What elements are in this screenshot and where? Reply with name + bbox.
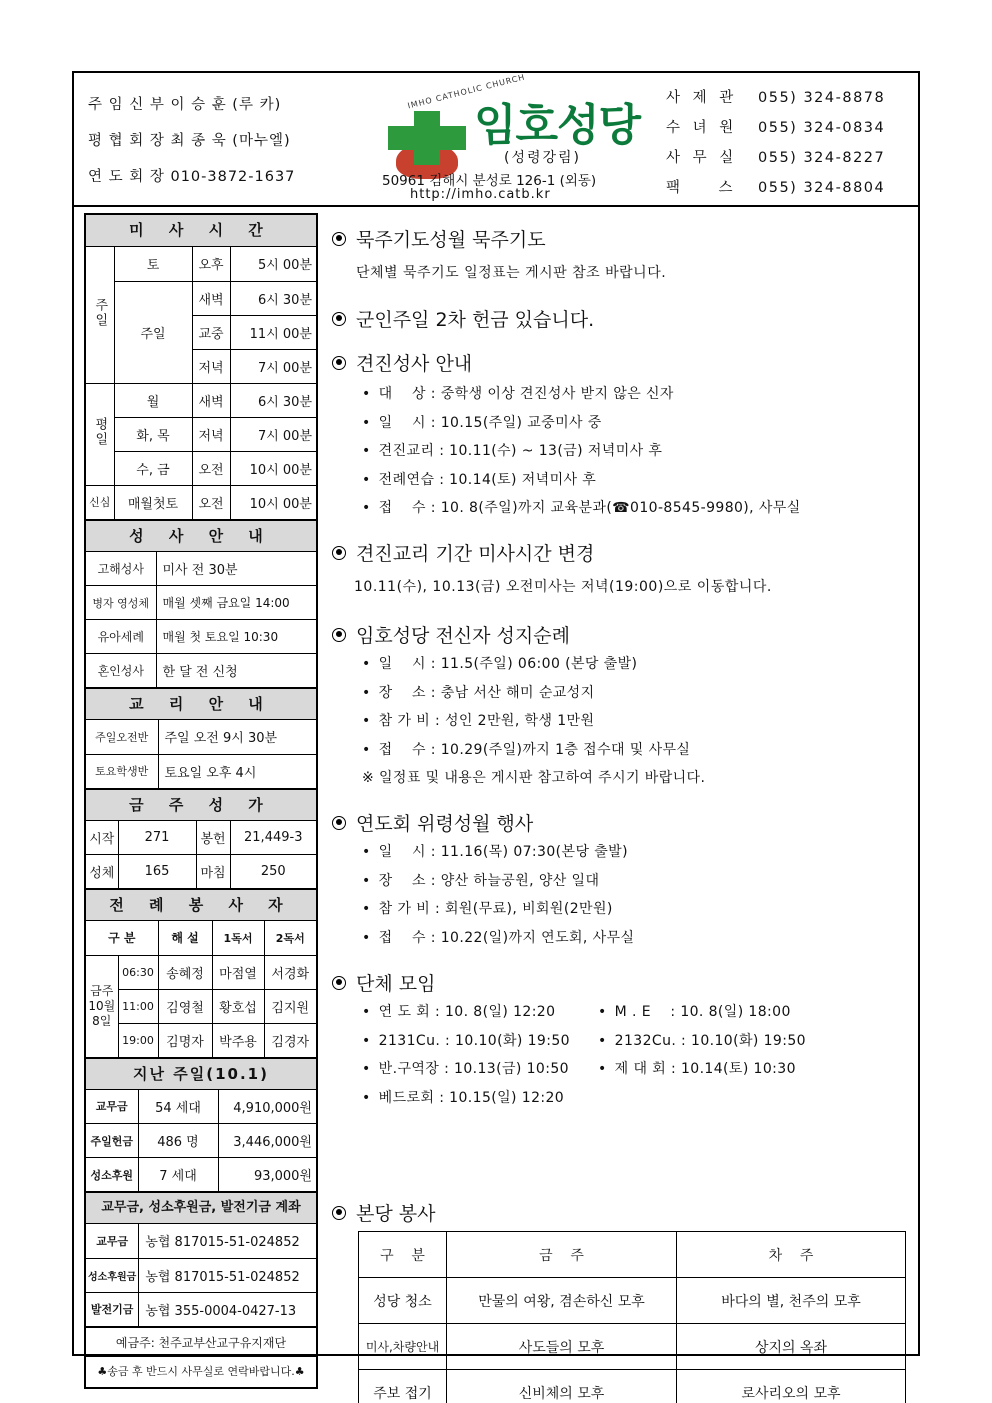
contact-key: 사 제 관 <box>666 90 738 106</box>
table-row <box>86 1292 316 1326</box>
time-cell: 5시 00분 <box>230 247 316 281</box>
cross-bar <box>388 126 466 150</box>
service-type: 주보 접기 <box>359 1370 447 1403</box>
list-item: • 대 상 : 중학생 이상 견진성사 받지 않은 신자 <box>330 380 916 409</box>
mass-time: 06:30 <box>118 955 158 989</box>
table-row <box>86 989 316 1023</box>
table-row <box>86 247 316 281</box>
account-number: 농협 817015-51-024852 <box>139 1224 316 1258</box>
bullet-circle-icon <box>332 546 346 560</box>
group-label: 주일 <box>92 297 108 328</box>
sacrament-info: 미사 전 30분 <box>156 552 316 586</box>
slot-cell: 저녁 <box>192 349 230 383</box>
header <box>74 73 918 207</box>
hymn-number: 165 <box>118 855 196 889</box>
time-cell: 7시 00분 <box>230 349 316 383</box>
col-header: 차 주 <box>677 1232 906 1278</box>
contact-row <box>666 145 916 175</box>
contact-key: 팩 스 <box>666 180 737 196</box>
time-cell: 10시 00분 <box>230 451 316 485</box>
this-week: 신비체의 모후 <box>447 1370 677 1403</box>
slot-cell: 새벽 <box>192 281 230 315</box>
offering-type: 성소후원 <box>86 1158 138 1192</box>
doctrine-title: 교 리 안 내 <box>86 688 316 720</box>
mass-times-title: 미 사 시 간 <box>86 215 316 247</box>
parish-service-table <box>358 1231 906 1403</box>
list-item: • 참 가 비 : 회원(무료), 비회원(2만원) <box>330 895 916 924</box>
sacrament-title: 성 사 안 내 <box>86 520 316 552</box>
last-sunday-table <box>86 1090 316 1193</box>
account-type: 교무금 <box>86 1224 139 1258</box>
list-item: • 참 가 비 : 성인 2만원, 학생 1만원 <box>330 707 916 736</box>
slot-cell: 오후 <box>192 247 230 281</box>
contact-value: 055) 324-8227 <box>758 150 886 166</box>
hymn-label: 성체 <box>86 855 118 889</box>
hymn-label: 시작 <box>86 821 118 855</box>
col-header: 금 주 <box>447 1232 677 1278</box>
table-row <box>86 1158 316 1192</box>
pastor-line: 주 임 신 부 이 승 훈 (루 카) <box>88 97 282 113</box>
table-row <box>86 485 316 519</box>
day-cell: 토 <box>114 247 192 281</box>
section-groups <box>330 969 916 1112</box>
table-row <box>86 451 316 485</box>
slot-cell: 저녁 <box>192 417 230 451</box>
list-item: • 장 소 : 충남 서산 해미 순교성지 <box>330 679 916 708</box>
list-item: • 제 대 회 : 10.14(토) 10:30 <box>598 1055 898 1084</box>
table-row <box>86 281 316 315</box>
section-title: 임호성당 전신자 성지순례 <box>356 625 570 647</box>
sacrament-name: 유아세례 <box>86 620 156 654</box>
col-header: 구 분 <box>359 1232 447 1278</box>
reader-2: 서경화 <box>264 955 316 989</box>
day-cell: 화, 목 <box>114 417 192 451</box>
church-url[interactable]: http://imho.catb.kr <box>410 187 551 202</box>
list-item: • 2131Cu. : 10.10(화) 19:50 <box>330 1027 598 1056</box>
section-title: 군인주일 2차 헌금 있습니다. <box>356 309 595 331</box>
section-confirmation <box>330 349 916 523</box>
sacrament-info: 매월 첫 토요일 10:30 <box>156 620 316 654</box>
section-title: 연도회 위령성월 행사 <box>356 813 534 835</box>
table-row <box>86 1224 316 1258</box>
time-cell: 10시 00분 <box>230 485 316 519</box>
sidebar <box>84 213 318 1389</box>
bullet-circle-icon <box>332 312 346 326</box>
remit-note: ♣송금 후 반드시 사무실로 연락바랍니다.♣ <box>97 1364 305 1378</box>
day-cell: 월 <box>114 383 192 417</box>
list-item: • 일 시 : 11.16(목) 07:30(본당 출발) <box>330 838 916 867</box>
mass-time: 11:00 <box>118 989 158 1023</box>
day-cell: 수, 금 <box>114 451 192 485</box>
hymn-label: 마침 <box>196 855 230 889</box>
table-row <box>86 383 316 417</box>
section-parish-service <box>330 1199 916 1226</box>
section-military-sunday <box>330 305 916 332</box>
table-row <box>359 1232 906 1278</box>
table-row <box>86 654 316 688</box>
table-row <box>359 1324 906 1370</box>
table-row <box>86 720 316 754</box>
list-item: • M . E : 10. 8(일) 18:00 <box>598 998 898 1027</box>
offering-amount: 4,910,000원 <box>218 1090 316 1124</box>
section-title: 단체 모임 <box>356 973 436 995</box>
account-title: 교무금, 성소후원금, 발전기금 계좌 <box>86 1192 316 1224</box>
liturgy-title: 전 례 봉 사 자 <box>86 889 316 921</box>
contact-row <box>666 115 916 145</box>
reader-1: 황호섭 <box>212 989 264 1023</box>
slot-cell: 오전 <box>192 451 230 485</box>
section-rosary <box>330 225 916 282</box>
col-header: 1독서 <box>212 921 264 955</box>
offering-count: 54 세대 <box>138 1090 218 1124</box>
col-header: 구 분 <box>86 921 158 955</box>
contact-list <box>666 85 916 205</box>
list-item: • 연 도 회 : 10. 8(일) 12:20 <box>330 998 598 1027</box>
logo-arc-text: IMHO CATHOLIC CHURCH <box>406 72 527 111</box>
day-cell: 주일 <box>114 281 192 383</box>
time-cell: 6시 30분 <box>230 281 316 315</box>
this-week: 사도들의 모후 <box>447 1324 677 1370</box>
weekday-group <box>86 383 114 485</box>
reader-1: 박주용 <box>212 1023 264 1057</box>
pilgrimage-note: ※ 일정표 및 내용은 게시판 참고하여 주시기 바랍니다. <box>362 770 706 786</box>
hymn-title: 금 주 성 가 <box>86 789 316 821</box>
sacrament-name: 혼인성사 <box>86 654 156 688</box>
slot-cell: 교중 <box>192 315 230 349</box>
table-row <box>86 921 316 955</box>
account-type: 발전기금 <box>86 1292 139 1326</box>
reader-1: 마점열 <box>212 955 264 989</box>
offering-count: 486 명 <box>138 1124 218 1158</box>
hymn-table <box>86 821 316 890</box>
account-number: 농협 355-0004-0427-13 <box>139 1292 316 1326</box>
reader-2: 김지원 <box>264 989 316 1023</box>
list-item: • 접 수 : 10.29(주일)까지 1층 접수대 및 사무실 <box>330 736 916 765</box>
section-mass-change <box>330 539 916 596</box>
sacrament-info: 한 달 전 신청 <box>156 654 316 688</box>
council-president-line: 평 협 회 장 최 종 욱 (마누엘) <box>88 133 291 149</box>
account-type: 성소후원금 <box>86 1258 139 1292</box>
account-holder: 예금주: 천주교부산교구유지재단 <box>86 1327 316 1357</box>
bullet-circle-icon <box>332 1206 346 1220</box>
contact-key: 수 녀 원 <box>666 120 738 136</box>
section-yeondo <box>330 809 916 952</box>
bullet-circle-icon <box>332 976 346 990</box>
group-cell: 신심 <box>86 485 114 519</box>
mass-times-table <box>86 247 316 520</box>
section-title: 견진성사 안내 <box>356 353 473 375</box>
col-header: 2독서 <box>264 921 316 955</box>
church-feast: (성령강림) <box>504 150 582 166</box>
service-type: 성당 청소 <box>359 1278 447 1324</box>
bullet-circle-icon <box>332 816 346 830</box>
class-name: 토요학생반 <box>86 754 158 788</box>
sacrament-info: 매월 셋째 금요일 14:00 <box>156 586 316 620</box>
doctrine-table <box>86 720 316 789</box>
table-row <box>86 417 316 451</box>
time-cell: 6시 30분 <box>230 383 316 417</box>
contact-value: 055) 324-8878 <box>758 90 886 106</box>
account-number: 농협 817015-51-024852 <box>139 1258 316 1292</box>
table-row <box>86 855 316 889</box>
offering-count: 7 세대 <box>138 1158 218 1192</box>
list-item: • 접 수 : 10.22(일)까지 연도회, 사무실 <box>330 924 916 953</box>
section-title: 묵주기도성월 묵주기도 <box>356 229 546 251</box>
account-table <box>86 1224 316 1327</box>
liturgy-date: 금주 10월 8일 <box>86 955 118 1057</box>
liturgy-table <box>86 921 316 1058</box>
table-row <box>86 754 316 788</box>
bullet-circle-icon <box>332 628 346 642</box>
table-row <box>86 821 316 855</box>
day-cell: 매월첫토 <box>114 485 192 519</box>
clergy-info <box>88 93 368 201</box>
class-name: 주일오전반 <box>86 720 158 754</box>
last-sunday-title: 지난 주일(10.1) <box>86 1058 316 1090</box>
slot-cell: 새벽 <box>192 383 230 417</box>
hymn-number: 271 <box>118 821 196 855</box>
section-title: 본당 봉사 <box>356 1203 436 1225</box>
contact-value: 055) 324-8804 <box>758 180 886 196</box>
church-logo <box>374 72 654 207</box>
offering-type: 교무금 <box>86 1090 138 1124</box>
next-week: 상지의 옥좌 <box>677 1324 906 1370</box>
offering-type: 주일헌금 <box>86 1124 138 1158</box>
list-item: • 장 소 : 양산 하늘공원, 양산 일대 <box>330 867 916 896</box>
time-cell: 7시 00분 <box>230 417 316 451</box>
list-item: • 접 수 : 10. 8(주일)까지 교육분과(☎010-8545-9980), 사무실 <box>330 494 916 523</box>
list-item: • 전례연습 : 10.14(토) 저녁미사 후 <box>330 466 916 495</box>
offering-amount: 3,446,000원 <box>218 1124 316 1158</box>
class-time: 토요일 오후 4시 <box>158 754 316 788</box>
contact-value: 055) 324-0834 <box>758 120 886 136</box>
class-time: 주일 오전 9시 30분 <box>158 720 316 754</box>
list-item: • 견진교리 : 10.11(수) ~ 13(금) 저녁미사 후 <box>330 437 916 466</box>
table-row <box>359 1370 906 1403</box>
reader-2: 김경자 <box>264 1023 316 1057</box>
table-row <box>86 552 316 586</box>
list-item: • 2132Cu. : 10.10(화) 19:50 <box>598 1027 898 1056</box>
section-text: 10.11(수), 10.13(금) 오전미사는 저녁(19:00)으로 이동합니다. <box>354 579 772 595</box>
bullet-circle-icon <box>332 356 346 370</box>
hymn-number: 21,449-3 <box>230 821 316 855</box>
bulletin-frame <box>72 71 920 1402</box>
table-row <box>86 1090 316 1124</box>
commentator: 김명자 <box>158 1023 212 1057</box>
table-row <box>86 1124 316 1158</box>
bullet-circle-icon <box>332 232 346 246</box>
group-label: 평일 <box>92 417 108 447</box>
sacrament-name: 고해성사 <box>86 552 156 586</box>
this-week: 만물의 여왕, 겸손하신 모후 <box>447 1278 677 1324</box>
commentator: 송혜정 <box>158 955 212 989</box>
section-text: 단체별 묵주기도 일정표는 게시판 참조 바랍니다. <box>356 265 667 281</box>
commentator: 김영철 <box>158 989 212 1023</box>
hymn-label: 봉헌 <box>196 821 230 855</box>
contact-row <box>666 175 916 205</box>
table-row <box>86 586 316 620</box>
table-row <box>86 620 316 654</box>
mass-time: 19:00 <box>118 1023 158 1057</box>
sacrament-table <box>86 552 316 689</box>
list-item: • 일 시 : 11.5(주일) 06:00 (본당 출발) <box>330 650 916 679</box>
table-row <box>359 1278 906 1324</box>
time-cell: 11시 00분 <box>230 315 316 349</box>
hymn-number: 250 <box>230 855 316 889</box>
section-title: 견진교리 기간 미사시간 변경 <box>356 543 595 565</box>
sunday-group <box>86 247 114 383</box>
church-name: 임호성당 <box>474 100 641 151</box>
list-item: • 일 시 : 10.15(주일) 교중미사 중 <box>330 409 916 438</box>
table-row <box>86 1258 316 1292</box>
yeondo-president-line: 연 도 회 장 010-3872-1637 <box>88 169 296 185</box>
service-type: 미사,차량안내 <box>359 1324 447 1370</box>
col-header: 해 설 <box>158 921 212 955</box>
slot-cell: 오전 <box>192 485 230 519</box>
section-pilgrimage <box>330 621 916 793</box>
contact-key: 사 무 실 <box>666 150 738 166</box>
table-row <box>86 955 316 989</box>
list-item: • 베드로회 : 10.15(일) 12:20 <box>330 1084 598 1113</box>
table-row <box>86 1023 316 1057</box>
next-week: 로사리오의 모후 <box>677 1370 906 1403</box>
sacrament-name: 병자 영성체 <box>86 586 156 620</box>
offering-amount: 93,000원 <box>218 1158 316 1192</box>
contact-row <box>666 85 916 115</box>
church-address: 50961 김해시 분성로 126-1 (외동) <box>382 173 597 189</box>
next-week: 바다의 별, 천주의 모후 <box>677 1278 906 1324</box>
list-item: • 반.구역장 : 10.13(금) 10:50 <box>330 1055 598 1084</box>
